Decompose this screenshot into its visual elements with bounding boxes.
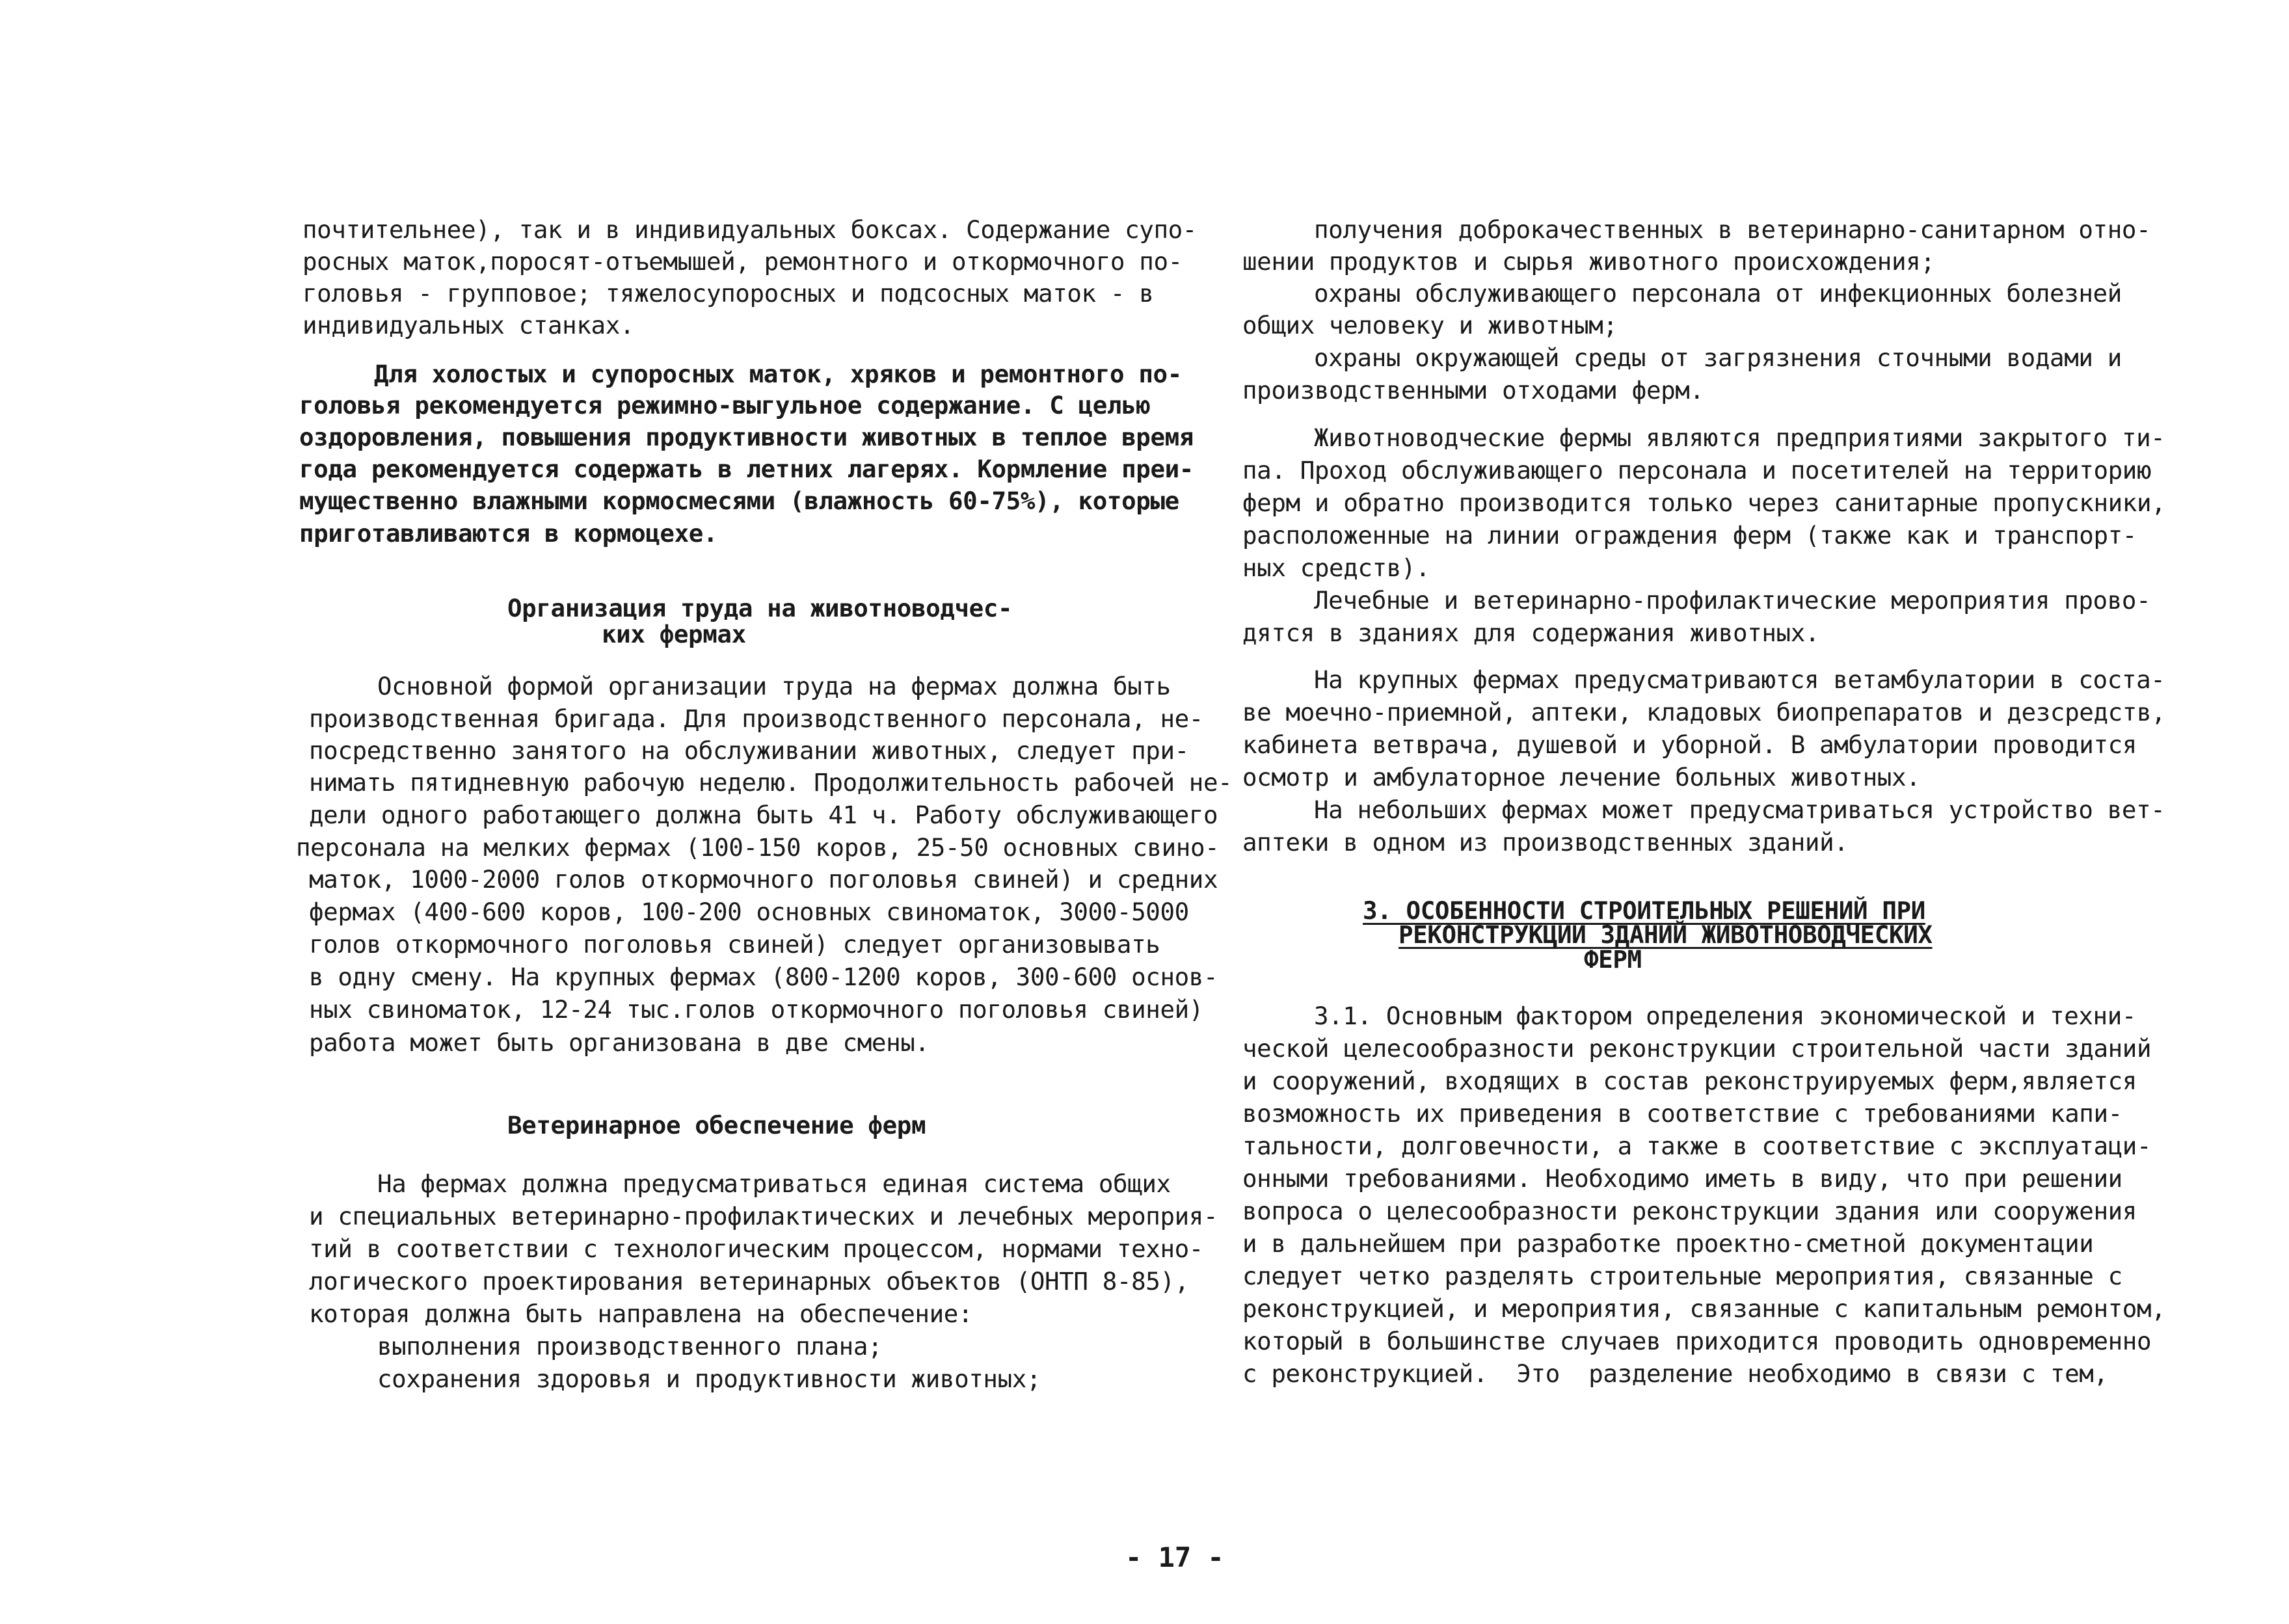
text-line: общих человеку и животным;: [1242, 311, 1618, 339]
text-line: ных свиноматок, 12-24 тыс.голов откормочного поголовья свиней): [309, 995, 1203, 1024]
text-line: Для холостых и супоросных маток, хряков и ремонтного по-: [374, 360, 1182, 388]
section-heading: Ветеринарное обеспечение ферм: [507, 1111, 926, 1139]
text-line: в одну смену. На крупных фермах (800-1200 коров, 300-600 основ-: [309, 963, 1218, 991]
text-line: тий в соответствии с технологическим процессом, нормами техно-: [309, 1234, 1203, 1263]
text-line: которая должна быть направлена на обеспечение:: [309, 1299, 973, 1328]
text-line: кабинета ветврача, душевой и уборной. В амбулатории проводится: [1242, 730, 2137, 759]
text-line: На фермах должна предусматриваться единая система общих: [377, 1169, 1171, 1198]
section-heading: РЕКОНСТРУКЦИИ ЗДАНИЙ ЖИВОТНОВОДЧЕСКИХ: [1399, 920, 1933, 949]
text-line: охраны обслуживающего персонала от инфекционных болезней: [1314, 279, 2122, 308]
text-line: тальности, долговечности, а также в соответствие с эксплуатаци-: [1242, 1132, 2152, 1160]
text-line: почтительнее), так и в индивидуальных боксах. Содержание супо-: [302, 215, 1197, 244]
text-line: возможность их приведения в соответствие с требованиями капи-: [1242, 1099, 2122, 1128]
text-line: фермах (400-600 коров, 100-200 основных свиноматок, 3000-5000: [309, 898, 1189, 926]
text-line: производственными отходами ферм.: [1242, 376, 1704, 405]
page-number: - 17 -: [1125, 1541, 1224, 1573]
text-line: Лечебные и ветеринарно-профилактические мероприятия прово-: [1314, 586, 2151, 615]
text-line: головья - групповое; тяжелосупоросных и подсосных маток - в: [302, 279, 1154, 308]
text-line: оздоровления, повышения продуктивности животных в теплое время: [299, 423, 1194, 451]
text-line: года рекомендуется содержать в летних лагерях. Кормление преи-: [299, 455, 1194, 483]
text-line: онными требованиями. Необходимо иметь в виду, что при решении: [1242, 1164, 2122, 1193]
text-line: ческой целесообразности реконструкции строительной части зданий: [1242, 1034, 2152, 1063]
text-line: посредственно занятого на обслуживании животных, следует при-: [309, 736, 1189, 765]
text-line: дели одного работающего должна быть 41 ч. Работу обслуживающего: [309, 801, 1218, 829]
text-line: голов откормочного поголовья свиней) следует организовывать: [309, 930, 1160, 959]
text-line: и в дальнейшем при разработке проектно-сметной документации: [1242, 1229, 2094, 1258]
text-line: ве моечно-приемной, аптеки, кладовых биопрепаратов и дезсредств,: [1242, 698, 2166, 726]
text-line: индивидуальных станках.: [302, 311, 635, 339]
text-line: который в большинстве случаев приходится проводить одновременно: [1242, 1327, 2152, 1355]
text-line: выполнения производственного плана;: [377, 1332, 883, 1361]
text-line: охраны окружающей среды от загрязнения сточными водами и: [1314, 343, 2122, 372]
text-line: аптеки в одном из производственных зданий.: [1242, 828, 1849, 857]
text-line: головья рекомендуется режимно-выгульное содержание. С целью: [299, 391, 1151, 419]
text-line: получения доброкачественных в ветеринарно-санитарном отно-: [1314, 215, 2151, 244]
text-line: На крупных фермах предусматриваются ветамбулатории в соста-: [1314, 665, 2165, 694]
section-heading: ФЕРМ: [1584, 945, 1642, 974]
text-line: росных маток,поросят-отъемышей, ремонтного и откормочного по-: [302, 247, 1183, 276]
text-line: 3.1. Основным фактором определения экономической и техни-: [1314, 1002, 2137, 1030]
section-heading: 3. ОСОБЕННОСТИ СТРОИТЕЛЬНЫХ РЕШЕНИЙ ПРИ: [1363, 896, 1925, 925]
text-line: шении продуктов и сырья животного происхождения;: [1242, 247, 1935, 276]
text-line: па. Проход обслуживающего персонала и посетителей на территорию: [1242, 456, 2152, 485]
text-line: маток, 1000-2000 голов откормочного поголовья свиней) и средних: [309, 865, 1218, 894]
text-line: приготавливаются в кормоцехе.: [299, 519, 718, 548]
text-line: мущественно влажными кормосмесями (влажность 60-75%), которые: [299, 486, 1179, 515]
text-line: следует четко разделять строительные мероприятия, связанные с: [1242, 1262, 2122, 1290]
text-line: Животноводческие фермы являются предприятиями закрытого ти-: [1314, 423, 2165, 452]
text-line: ферм и обратно производится только через санитарные пропускники,: [1242, 488, 2166, 517]
text-line: с реконструкцией. Это разделение необходимо в связи с тем,: [1242, 1359, 2108, 1388]
text-line: персонала на мелких фермах (100-150 коров, 25-50 основных свино-: [296, 833, 1220, 862]
section-heading: ких фермах: [602, 620, 746, 648]
text-line: реконструкцией, и мероприятия, связанные с капитальным ремонтом,: [1242, 1294, 2166, 1323]
text-line: вопроса о целесообразности реконструкции здания или сооружения: [1242, 1197, 2137, 1225]
text-line: ных средств).: [1242, 553, 1430, 582]
text-line: осмотр и амбулаторное лечение больных животных.: [1242, 763, 1921, 792]
text-line: логического проектирования ветеринарных объектов (ОНТП 8-85),: [309, 1267, 1189, 1296]
text-line: производственная бригада. Для производственного персонала, не-: [309, 704, 1203, 733]
text-line: и сооружений, входящих в состав реконструируемых ферм,является: [1242, 1067, 2137, 1095]
text-line: Основной формой организации труда на фермах должна быть: [377, 672, 1171, 700]
text-line: работа может быть организована в две смены.: [309, 1028, 930, 1057]
text-line: дятся в зданиях для содержания животных.: [1242, 619, 1820, 647]
text-line: расположенные на линии ограждения ферм (также как и транспорт-: [1242, 521, 2137, 550]
text-line: и специальных ветеринарно-профилактических и лечебных мероприя-: [309, 1202, 1218, 1231]
text-line: нимать пятидневную рабочую неделю. Продолжительность рабочей не-: [309, 768, 1233, 797]
text-line: сохранения здоровья и продуктивности животных;: [377, 1364, 1041, 1393]
section-heading: Организация труда на животноводчес-: [507, 594, 1013, 622]
text-line: На небольших фермах может предусматриваться устройство вет-: [1314, 795, 2165, 824]
